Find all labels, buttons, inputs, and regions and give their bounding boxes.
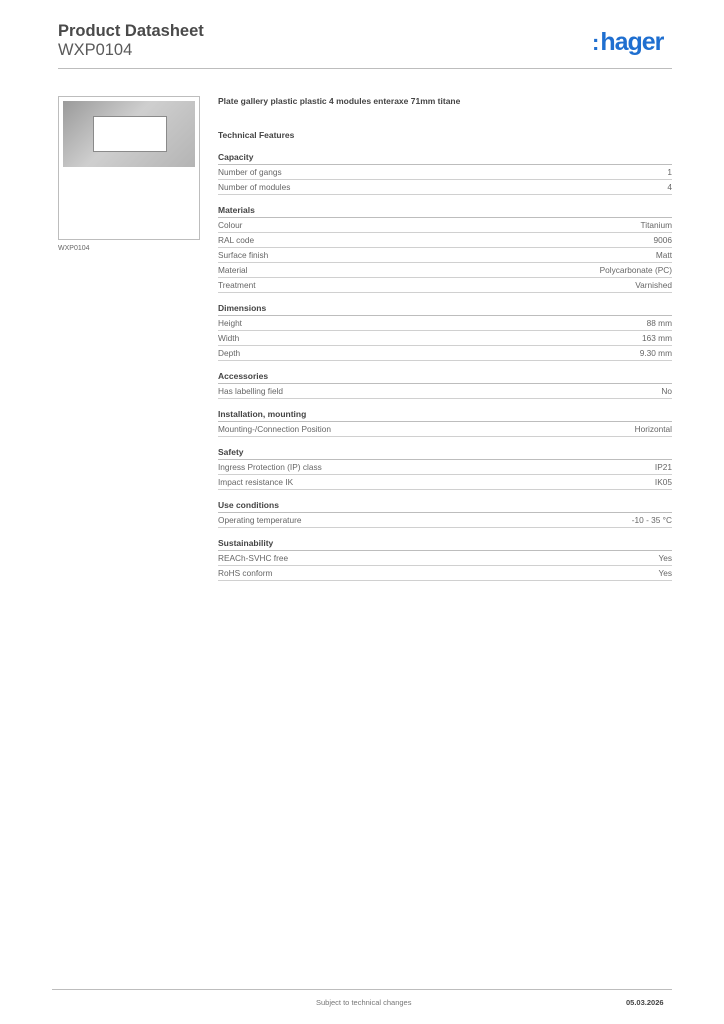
feature-label: Depth	[218, 348, 241, 358]
feature-row	[218, 551, 672, 566]
section-title: Installation, mounting	[218, 408, 672, 422]
header-divider	[58, 68, 672, 69]
product-code: WXP0104	[58, 41, 133, 59]
feature-label: Width	[218, 333, 240, 343]
feature-section	[218, 446, 672, 490]
feature-row	[218, 248, 672, 263]
feature-value: Titanium	[640, 220, 672, 230]
feature-section	[218, 537, 672, 581]
feature-row	[218, 316, 672, 331]
feature-row	[218, 165, 672, 180]
document-title: Product Datasheet	[58, 22, 204, 40]
feature-row	[218, 263, 672, 278]
product-description: Plate gallery plastic plastic 4 modules enteraxe 71mm titane	[218, 96, 461, 106]
feature-value: 88 mm	[646, 318, 672, 328]
footer-note: Subject to technical changes	[316, 998, 412, 1007]
feature-row	[218, 278, 672, 293]
feature-row	[218, 233, 672, 248]
section-title: Capacity	[218, 151, 672, 165]
feature-value: 163 mm	[642, 333, 672, 343]
feature-label: REACh-SVHC free	[218, 553, 289, 563]
feature-row	[218, 384, 672, 399]
section-title: Materials	[218, 204, 672, 218]
feature-section	[218, 204, 672, 293]
section-title: Safety	[218, 446, 672, 460]
section-title: Sustainability	[218, 537, 672, 551]
image-caption: WXP0104	[58, 245, 90, 252]
feature-value: 9.30 mm	[639, 348, 672, 358]
feature-section	[218, 151, 672, 195]
feature-value: Yes	[658, 568, 672, 578]
footer-date: 05.03.2026	[626, 998, 664, 1007]
plate-window	[93, 116, 167, 152]
feature-label: Colour	[218, 220, 243, 230]
feature-row	[218, 460, 672, 475]
feature-value: Horizontal	[634, 424, 672, 434]
feature-label: Number of modules	[218, 182, 291, 192]
feature-label: Mounting-/Connection Position	[218, 424, 331, 434]
feature-label: Treatment	[218, 280, 256, 290]
feature-section	[218, 302, 672, 361]
feature-label: Impact resistance IK	[218, 477, 294, 487]
technical-features-heading: Technical Features	[218, 130, 295, 140]
feature-row	[218, 218, 672, 233]
feature-label: Surface finish	[218, 250, 269, 260]
feature-row	[218, 513, 672, 528]
feature-sections	[218, 151, 672, 581]
feature-row	[218, 422, 672, 437]
section-title: Use conditions	[218, 499, 672, 513]
feature-value: 1	[667, 167, 672, 177]
feature-value: 4	[667, 182, 672, 192]
feature-section	[218, 408, 672, 437]
feature-value: Matt	[655, 250, 672, 260]
feature-value: -10 - 35 °C	[631, 515, 672, 525]
feature-label: Number of gangs	[218, 167, 282, 177]
feature-value: Polycarbonate (PC)	[599, 265, 672, 275]
logo-text: hager	[600, 28, 664, 56]
feature-value: 9006	[653, 235, 672, 245]
feature-row	[218, 475, 672, 490]
feature-label: Height	[218, 318, 242, 328]
feature-value: Varnished	[635, 280, 672, 290]
logo-dots: :	[592, 30, 600, 55]
feature-label: Operating temperature	[218, 515, 302, 525]
feature-row	[218, 566, 672, 581]
feature-content	[218, 96, 672, 590]
footer-divider	[52, 989, 672, 990]
plate-illustration	[63, 101, 195, 167]
feature-label: Has labelling field	[218, 386, 284, 396]
product-image	[58, 96, 200, 240]
feature-label: RoHS conform	[218, 568, 273, 578]
feature-row	[218, 331, 672, 346]
feature-label: RAL code	[218, 235, 255, 245]
feature-row	[218, 346, 672, 361]
section-title: Accessories	[218, 370, 672, 384]
feature-value: No	[661, 386, 672, 396]
feature-value: Yes	[658, 553, 672, 563]
section-title: Dimensions	[218, 302, 672, 316]
feature-section	[218, 499, 672, 528]
feature-value: IP21	[654, 462, 672, 472]
feature-label: Material	[218, 265, 248, 275]
feature-label: Ingress Protection (IP) class	[218, 462, 322, 472]
document-header	[58, 22, 204, 60]
feature-value: IK05	[654, 477, 672, 487]
hager-logo	[592, 27, 663, 58]
feature-section	[218, 370, 672, 399]
feature-row	[218, 180, 672, 195]
